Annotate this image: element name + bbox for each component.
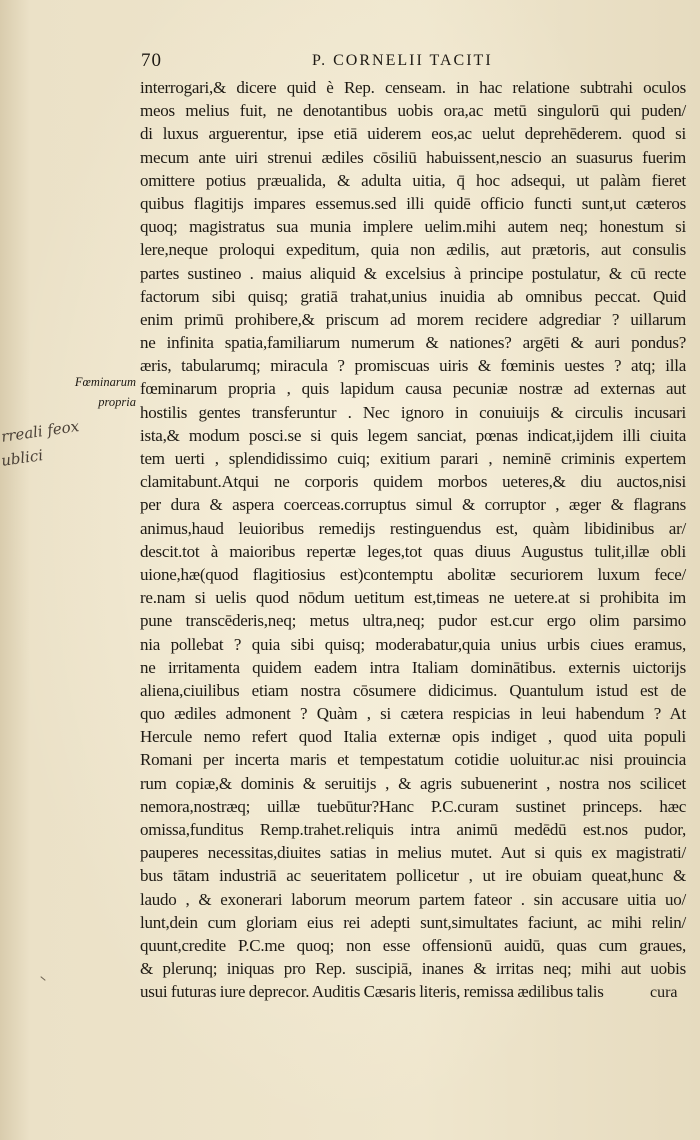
text-line: uione,hæ(quod flagitiosius est)contemptu abolitæ securiorem luxum fece/ bbox=[140, 564, 686, 584]
text-line: nia pollebat ? quia sibi quisq; moderabatur,quia unius urbis ciues eramus, bbox=[140, 634, 686, 654]
text-line: descit.tot à maioribus repertæ leges,tot quas diuus Augustus tulit,illæ obli bbox=[140, 541, 686, 561]
text-line: æris, tabularumq; miracula ? promiscuas uiris & fœminis uestes ? atq; illa bbox=[140, 356, 686, 376]
text-line: per dura & aspera coerceas.corruptus simul & corruptor , æger & flagrans bbox=[140, 495, 686, 515]
text-line: hostilis gentes transferuntur . Nec ignoro in conuiuijs & circulis incusari bbox=[140, 402, 686, 422]
text-line: omittere potius præualida, & adulta uitia, q̄ hoc adsequi, ut palàm fieret bbox=[140, 170, 686, 190]
ink-mark bbox=[40, 976, 45, 981]
text-line: omissa,funditus Remp.trahet.reliquis intra animū medēdū est.nos pudor, bbox=[140, 820, 686, 839]
text-line: usui futuras iure deprecor. Auditis Cæsaris literis, remissa ædilibus talis bbox=[140, 982, 604, 1002]
text-line: quunt,credite P.C.me quoq; non esse offensionū auidū, quas cum graues, bbox=[140, 935, 686, 955]
text-line: animus,haud leuioribus remedijs restinguendus est, quàm libidinibus ar/ bbox=[140, 518, 686, 538]
catchword: cura bbox=[650, 984, 678, 1001]
handwritten-annotation: rreali feox bbox=[0, 417, 81, 446]
text-line: mecum ante uiri strenui ædiles cōsiliū habuissent,nescio an suasurus fuerim bbox=[140, 147, 686, 167]
text-line: nemora,nostræq; uillæ tuebūtur?Hanc P.C.curam sustinet princeps. hæc bbox=[140, 796, 686, 816]
body-text bbox=[140, 76, 686, 1004]
text-line: ne irritamenta quidem eadem intra Italiam dominātibus. externis uictorijs bbox=[140, 657, 686, 677]
text-line: ne infinita spatia,familiarum numerum & nationes? argēti & auri pondus? bbox=[140, 333, 686, 353]
text-line: quibus flagitijs impares essemus.sed illi quidē officio functi sunt,ut cæteros bbox=[140, 193, 686, 213]
text-line: rum copiæ,& dominis & seruitijs , & agris subuenerint , nostra nos scilicet bbox=[140, 773, 686, 793]
text-line: aliena,ciuilibus etiam nostra cōsumere didicimus. Quantulum istud est de bbox=[140, 680, 686, 700]
text-line: quo ædiles admonent ? Quàm , si cætera respicias in leui habendum ? At bbox=[140, 704, 686, 724]
text-line: lere,neque proloqui expeditum, quia non ædilis, aut prætoris, aut consulis bbox=[140, 240, 686, 260]
text-line: factorum sibi quisq; gratiā trahat,unius inuidia ab omnibus peccat. Quid bbox=[140, 286, 686, 306]
text-line: quoq; magistratus sua munia implere uelim.mihi autem neq; honestum si bbox=[140, 217, 686, 237]
margin-note: Fœminarum bbox=[74, 375, 136, 389]
margin-note: propria bbox=[98, 395, 136, 409]
text-line: meos melius fuit, ne denotantibus uobis ora,ac metū singulorū qui puden/ bbox=[140, 101, 686, 121]
text-line: laudo , & exonerari laborum meorum partem fateor . sin accusare uitia uo/ bbox=[140, 889, 686, 909]
text-line: di luxus arguerentur, ipse etiā uiderem eos,ac uelut deprehēderem. quod si bbox=[140, 124, 686, 144]
page-number: 70 bbox=[141, 50, 162, 71]
text-line: partes sustineo . maius aliquid & excelsius à principe postulatur, & cū recte bbox=[140, 263, 686, 283]
text-line: pauperes necessitas,diuites satias in melius mutet. Aut si quis ex magistrati/ bbox=[140, 843, 686, 863]
text-line: enim primū prohibere,& priscum ad morem recidere adgrediar ? uillarum bbox=[140, 309, 686, 329]
text-line: clamitabunt.Atqui ne corporis quidem morbos ueteres,& diu auctos,nisi bbox=[140, 472, 686, 492]
text-line: tem uerti , splendidissimo cuiq; exitium parari , neminē criminis expertem bbox=[140, 449, 686, 468]
running-title: P. CORNELII TACITI bbox=[312, 52, 493, 69]
text-line: fœminarum propria , quis lapidum causa pecuniæ nostræ ad externas aut bbox=[140, 379, 686, 399]
text-line: interrogari,& dicere quid è Rep. censeam. in hac relatione subtrahi oculos bbox=[140, 78, 686, 97]
text-line: lunt,dein cum gloriam eius rei adepti sunt,simultates faciunt, ac mihi relin/ bbox=[140, 912, 686, 932]
text-line: Romani per incerta maris et tempestatum cotidie uoluitur.ac nisi prouincia bbox=[140, 750, 686, 770]
text-line: ista,& modum posci.se si quis legem sanciat, pœnas indicat,ijdem illi ciuita bbox=[140, 425, 686, 445]
text-line: re.nam si uelis quod nōdum uetitum est,timeas ne uetere.at si prohibita im bbox=[140, 588, 686, 608]
text-line: pune transcēderis,neq; metus ultra,neq; pudor est.cur ergo olim parsimo bbox=[140, 611, 686, 631]
handwritten-annotation: ublici bbox=[0, 446, 45, 470]
text-line: Hercule nemo refert quod Italia externæ opis indiget , quod uita populi bbox=[140, 727, 686, 747]
text-line: bus tātam industriā ac seueritatem pollicetur , ut ire obuiam queat,hunc & bbox=[140, 866, 686, 886]
text-line: & plerunq; iniquas pro Rep. suscipiā, inanes & irritas neq; mihi aut uobis bbox=[140, 959, 686, 979]
page-header bbox=[0, 50, 700, 74]
